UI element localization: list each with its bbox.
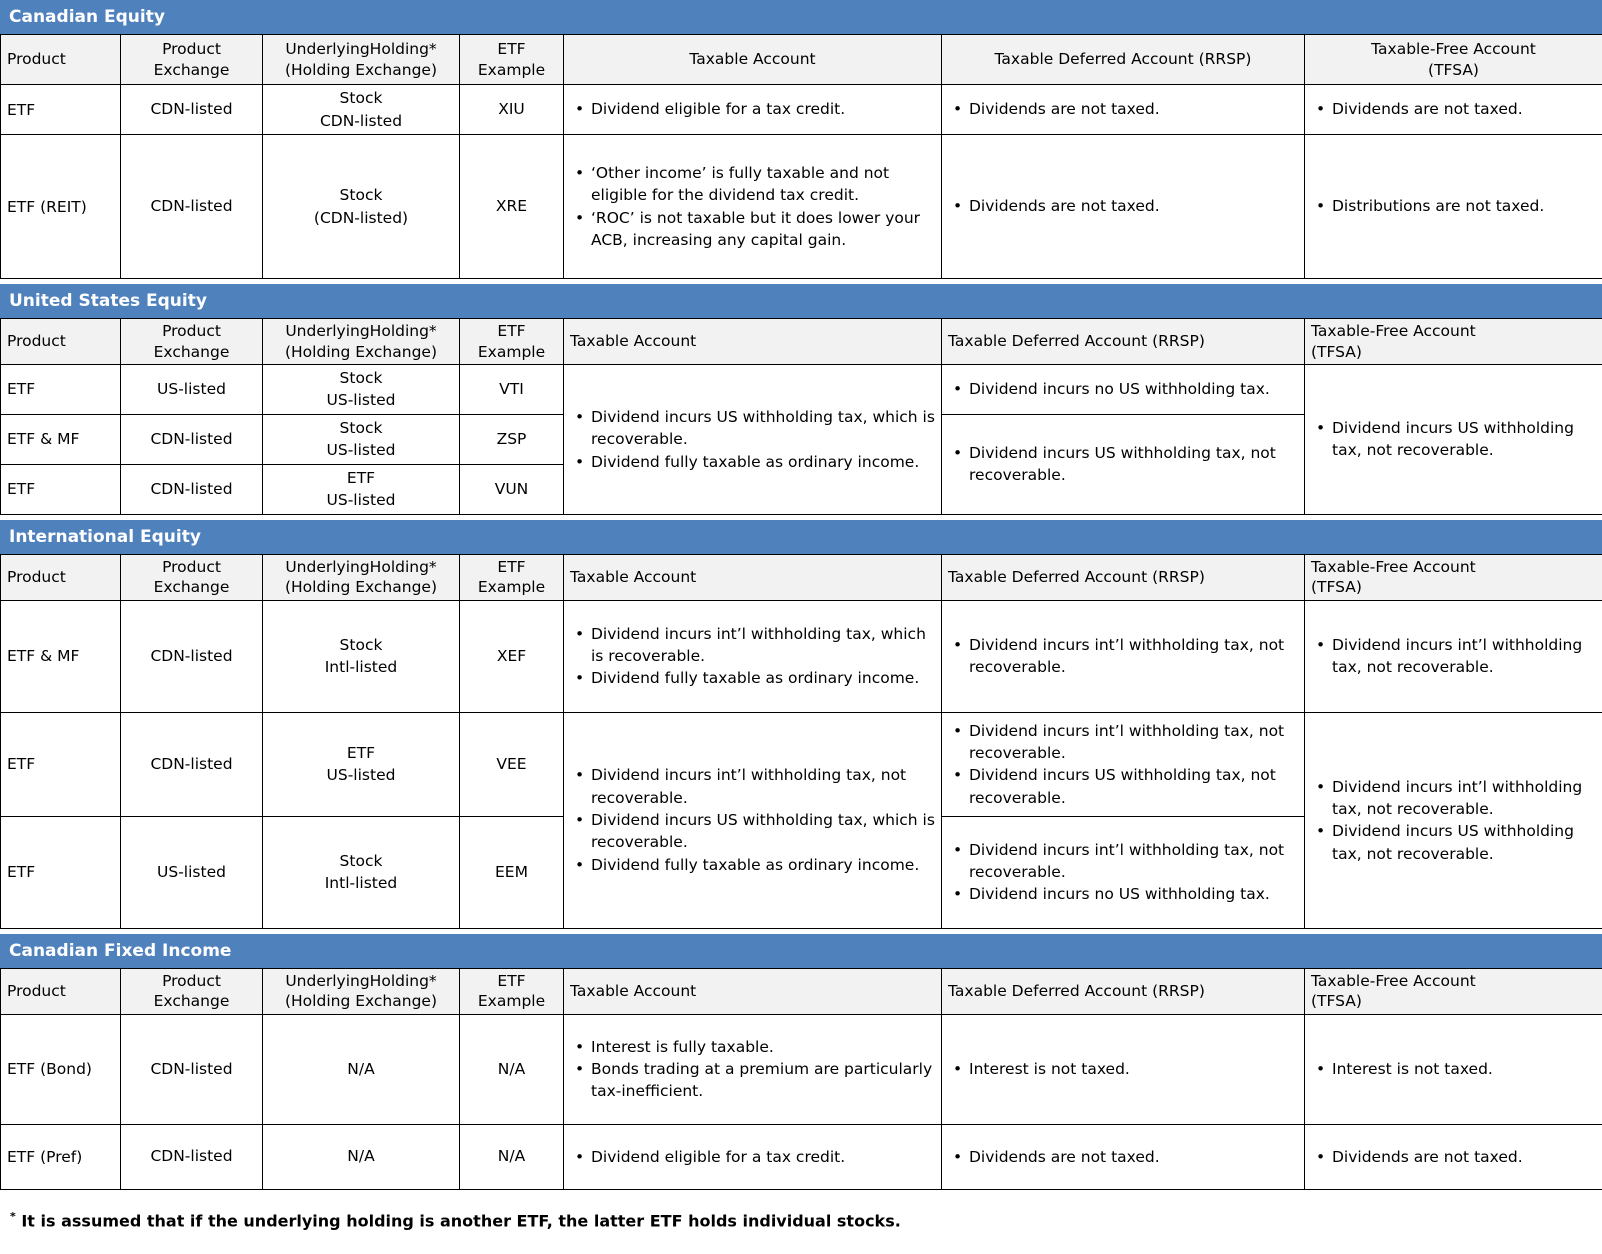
col-header-etf-example: ETF Example xyxy=(460,35,564,85)
bullet-item: • Dividends are not taxed. xyxy=(1311,98,1596,120)
cell-underlying-holding: N/A xyxy=(263,1014,460,1124)
cell-rrsp xyxy=(942,365,1305,415)
cell-taxable-account xyxy=(564,1014,942,1124)
header-row xyxy=(1,554,1602,600)
cell-taxable-account xyxy=(564,1124,942,1189)
bullet-item: • Dividend eligible for a tax credit. xyxy=(570,98,935,120)
cell-product-exchange: US-listed xyxy=(121,816,263,928)
col-header-underlying-holding: UnderlyingHolding* (Holding Exchange) xyxy=(263,319,460,365)
header-row xyxy=(1,35,1602,85)
cell-etf-example: XEF xyxy=(460,600,564,712)
bullet-item: • Dividend incurs US withholding tax, not recoverable. xyxy=(1311,820,1596,865)
bullet-item: • Dividend eligible for a tax credit. xyxy=(570,1146,935,1168)
section-title-international-equity: International Equity xyxy=(0,520,1602,554)
cell-rrsp xyxy=(942,1124,1305,1189)
col-header-product: Product xyxy=(1,968,121,1014)
cell-etf-example: EEM xyxy=(460,816,564,928)
cell-rrsp xyxy=(942,816,1305,928)
table-row xyxy=(1,712,1602,816)
cell-rrsp xyxy=(942,85,1305,135)
cell-product-exchange: CDN-listed xyxy=(121,1124,263,1189)
bullet-item: • Distributions are not taxed. xyxy=(1311,195,1596,217)
bullet-item: • Dividends are not taxed. xyxy=(948,98,1298,120)
cell-product-exchange: CDN-listed xyxy=(121,712,263,816)
cell-rrsp xyxy=(942,712,1305,816)
col-header-product: Product xyxy=(1,554,121,600)
col-header-etf-example: ETF Example xyxy=(460,319,564,365)
bullet-item: • Dividend incurs int’l withholding tax, not recoverable. xyxy=(1311,776,1596,821)
cell-underlying-holding: Stock CDN-listed xyxy=(263,85,460,135)
bullet-item: • Dividend incurs int’l withholding tax, not recoverable. xyxy=(570,764,935,809)
canadian-equity-table xyxy=(0,34,1602,279)
header-row xyxy=(1,968,1602,1014)
section-title-united-states-equity: United States Equity xyxy=(0,284,1602,318)
cell-product: ETF & MF xyxy=(1,414,121,464)
section-title-canadian-fixed-income: Canadian Fixed Income xyxy=(0,934,1602,968)
bullet-item: • Dividend incurs int’l withholding tax, not recoverable. xyxy=(948,634,1298,679)
col-header-product-exchange: Product Exchange xyxy=(121,35,263,85)
bullet-item: • Dividend incurs int’l withholding tax, not recoverable. xyxy=(948,720,1298,765)
bullet-item: • Dividend incurs int’l withholding tax, not recoverable. xyxy=(1311,634,1596,679)
col-header-taxable-account: Taxable Account xyxy=(564,319,942,365)
col-header-etf-example: ETF Example xyxy=(460,554,564,600)
col-header-rrsp: Taxable Deferred Account (RRSP) xyxy=(942,319,1305,365)
cell-etf-example: N/A xyxy=(460,1014,564,1124)
bullet-item: • Dividends are not taxed. xyxy=(948,1146,1298,1168)
bullet-item: • Interest is fully taxable. xyxy=(570,1036,935,1058)
footnote-marker: * xyxy=(10,1209,16,1223)
bullet-item: • Dividend incurs US withholding tax, not recoverable. xyxy=(948,442,1298,487)
table-row xyxy=(1,1124,1602,1189)
cell-etf-example: N/A xyxy=(460,1124,564,1189)
cell-underlying-holding: ETF US-listed xyxy=(263,464,460,514)
col-header-tfsa: Taxable-Free Account (TFSA) xyxy=(1305,319,1602,365)
col-header-underlying-holding: UnderlyingHolding* (Holding Exchange) xyxy=(263,35,460,85)
cell-product: ETF xyxy=(1,464,121,514)
bullet-item: • ‘Other income’ is fully taxable and not eligible for the dividend tax credit. xyxy=(570,162,935,207)
cell-underlying-holding: Stock US-listed xyxy=(263,414,460,464)
col-header-product-exchange: Product Exchange xyxy=(121,968,263,1014)
bullet-item: • Dividend incurs no US withholding tax. xyxy=(948,378,1298,400)
cell-underlying-holding: N/A xyxy=(263,1124,460,1189)
cell-product: ETF (Pref) xyxy=(1,1124,121,1189)
cell-rrsp xyxy=(942,600,1305,712)
bullet-item: • Dividend incurs US withholding tax, which is recoverable. xyxy=(570,406,935,451)
bullet-item: • Bonds trading at a premium are particularly tax-inefficient. xyxy=(570,1058,935,1103)
cell-etf-example: VEE xyxy=(460,712,564,816)
bullet-item: • Interest is not taxed. xyxy=(948,1058,1298,1080)
cell-underlying-holding: Stock US-listed xyxy=(263,365,460,415)
bullet-item: • Dividend fully taxable as ordinary income. xyxy=(570,667,935,689)
col-header-tfsa: Taxable-Free Account (TFSA) xyxy=(1305,554,1602,600)
col-header-product-exchange: Product Exchange xyxy=(121,319,263,365)
cell-product: ETF & MF xyxy=(1,600,121,712)
bullet-item: • Dividend incurs US withholding tax, not recoverable. xyxy=(1311,417,1596,462)
cell-product-exchange: CDN-listed xyxy=(121,464,263,514)
cell-product-exchange: CDN-listed xyxy=(121,135,263,279)
table-row xyxy=(1,135,1602,279)
cell-tfsa xyxy=(1305,1124,1602,1189)
cell-etf-example: VUN xyxy=(460,464,564,514)
bullet-item: • Dividend incurs no US withholding tax. xyxy=(948,883,1298,905)
cell-tfsa xyxy=(1305,85,1602,135)
bullet-item: • ‘ROC’ is not taxable but it does lower your ACB, increasing any capital gain. xyxy=(570,207,935,252)
cell-taxable-account xyxy=(564,365,942,515)
cell-tfsa xyxy=(1305,712,1602,928)
cell-product: ETF xyxy=(1,85,121,135)
table-row xyxy=(1,600,1602,712)
col-header-tfsa: Taxable-Free Account (TFSA) xyxy=(1305,35,1602,85)
col-header-underlying-holding: UnderlyingHolding* (Holding Exchange) xyxy=(263,968,460,1014)
cell-underlying-holding: Stock Intl-listed xyxy=(263,816,460,928)
col-header-product-exchange: Product Exchange xyxy=(121,554,263,600)
cell-product-exchange: US-listed xyxy=(121,365,263,415)
cell-product: ETF xyxy=(1,365,121,415)
cell-etf-example: VTI xyxy=(460,365,564,415)
cell-product-exchange: CDN-listed xyxy=(121,600,263,712)
cell-tfsa xyxy=(1305,365,1602,515)
col-header-taxable-account: Taxable Account xyxy=(564,35,942,85)
col-header-product: Product xyxy=(1,319,121,365)
cell-rrsp xyxy=(942,135,1305,279)
section-title-canadian-equity: Canadian Equity xyxy=(0,0,1602,34)
international-equity-table xyxy=(0,554,1602,929)
cell-tfsa xyxy=(1305,135,1602,279)
col-header-rrsp: Taxable Deferred Account (RRSP) xyxy=(942,968,1305,1014)
bullet-item: • Dividend fully taxable as ordinary income. xyxy=(570,854,935,876)
bullet-item: • Dividend incurs int’l withholding tax, which is recoverable. xyxy=(570,623,935,668)
col-header-rrsp: Taxable Deferred Account (RRSP) xyxy=(942,35,1305,85)
cell-taxable-account xyxy=(564,600,942,712)
table-row xyxy=(1,1014,1602,1124)
cell-taxable-account xyxy=(564,85,942,135)
cell-product: ETF xyxy=(1,712,121,816)
cell-rrsp xyxy=(942,414,1305,514)
bullet-item: • Dividend incurs int’l withholding tax, not recoverable. xyxy=(948,839,1298,884)
cell-product-exchange: CDN-listed xyxy=(121,414,263,464)
bullet-item: • Dividends are not taxed. xyxy=(1311,1146,1596,1168)
cell-taxable-account xyxy=(564,135,942,279)
col-header-taxable-account: Taxable Account xyxy=(564,554,942,600)
table-row xyxy=(1,85,1602,135)
footnote xyxy=(0,1190,1602,1230)
bullet-item: • Dividend incurs US withholding tax, not recoverable. xyxy=(948,764,1298,809)
bullet-item: • Interest is not taxed. xyxy=(1311,1058,1596,1080)
col-header-underlying-holding: UnderlyingHolding* (Holding Exchange) xyxy=(263,554,460,600)
col-header-product: Product xyxy=(1,35,121,85)
cell-tfsa xyxy=(1305,1014,1602,1124)
cell-rrsp xyxy=(942,1014,1305,1124)
cell-underlying-holding: Stock (CDN-listed) xyxy=(263,135,460,279)
bullet-item: • Dividend fully taxable as ordinary income. xyxy=(570,451,935,473)
cell-etf-example: XRE xyxy=(460,135,564,279)
cell-product: ETF (REIT) xyxy=(1,135,121,279)
cell-taxable-account xyxy=(564,712,942,928)
cell-etf-example: ZSP xyxy=(460,414,564,464)
bullet-item: • Dividends are not taxed. xyxy=(948,195,1298,217)
united-states-equity-table xyxy=(0,318,1602,515)
cell-product-exchange: CDN-listed xyxy=(121,85,263,135)
cell-etf-example: XIU xyxy=(460,85,564,135)
cell-underlying-holding: ETF US-listed xyxy=(263,712,460,816)
canadian-fixed-income-table xyxy=(0,968,1602,1190)
bullet-item: • Dividend incurs US withholding tax, which is recoverable. xyxy=(570,809,935,854)
cell-product: ETF (Bond) xyxy=(1,1014,121,1124)
header-row xyxy=(1,319,1602,365)
table-row xyxy=(1,365,1602,415)
cell-product: ETF xyxy=(1,816,121,928)
col-header-taxable-account: Taxable Account xyxy=(564,968,942,1014)
footnote-text: It is assumed that if the underlying holding is another ETF, the latter ETF holds individual stocks. xyxy=(21,1211,901,1231)
col-header-etf-example: ETF Example xyxy=(460,968,564,1014)
col-header-rrsp: Taxable Deferred Account (RRSP) xyxy=(942,554,1305,600)
cell-underlying-holding: Stock Intl-listed xyxy=(263,600,460,712)
cell-product-exchange: CDN-listed xyxy=(121,1014,263,1124)
cell-tfsa xyxy=(1305,600,1602,712)
col-header-tfsa: Taxable-Free Account (TFSA) xyxy=(1305,968,1602,1014)
